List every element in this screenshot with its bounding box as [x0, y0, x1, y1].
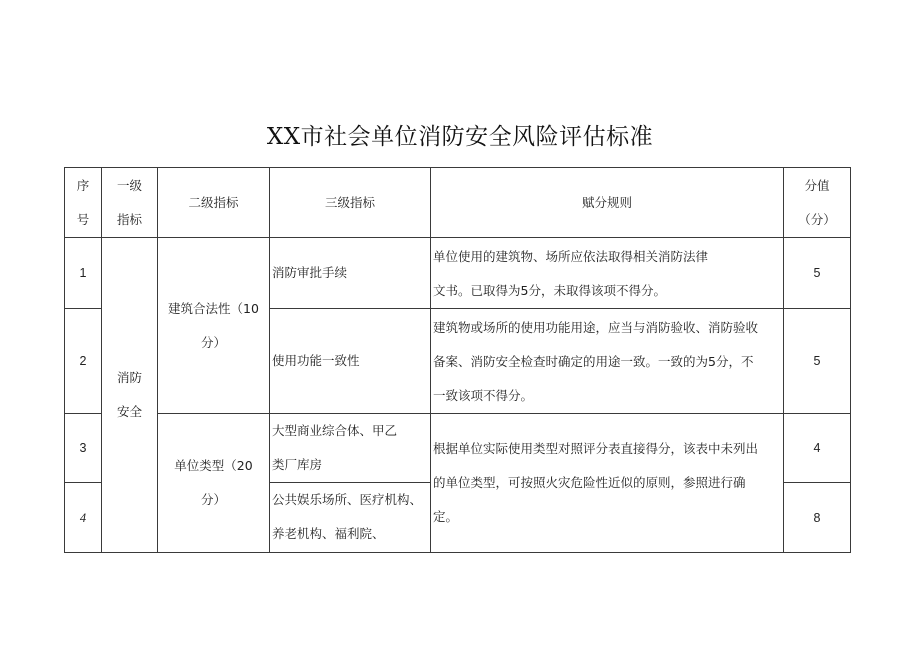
rule-cell: 建筑物或场所的使用功能用途，应当与消防验收、消防验收 备案、消防安全检查时确定的用途一致。一致的为5分，不 一致该项不得分。: [431, 309, 784, 414]
score-cell: 5: [784, 238, 851, 309]
level3-cell: 使用功能一致性: [270, 309, 431, 414]
level2-cell-type: 单位类型（20 分）: [158, 414, 270, 553]
level1-cell: 消防 安全: [102, 238, 158, 553]
level2-cell-legal: 建筑合法性（10 分）: [158, 238, 270, 414]
page-title: XX市社会单位消防安全风险评估标准: [266, 124, 654, 150]
score-cell: 5: [784, 309, 851, 414]
level3-cell: 大型商业综合体、甲乙 类厂库房: [270, 414, 431, 483]
level3-cell: 消防审批手续: [270, 238, 431, 309]
assessment-table: [64, 167, 851, 553]
row-seq: 4: [65, 483, 102, 553]
rule-cell-type: 根据单位实际使用类型对照评分表直接得分，该表中未列出 的单位类型，可按照火灾危险性近似的原则，参照进行确 定。: [431, 414, 784, 553]
row-seq: 1: [65, 238, 102, 309]
row-seq: 2: [65, 309, 102, 414]
header-level2: 二级指标: [158, 168, 270, 238]
table-row: [65, 238, 851, 309]
header-level3: 三级指标: [270, 168, 431, 238]
rule-cell: 单位使用的建筑物、场所应依法取得相关消防法律 文书。已取得为5分，未取得该项不得分。: [431, 238, 784, 309]
score-cell: 4: [784, 414, 851, 483]
table-row: [65, 414, 851, 483]
header-rule: 赋分规则: [431, 168, 784, 238]
header-seq: 序 号: [65, 168, 102, 238]
header-level1: 一级 指标: [102, 168, 158, 238]
row-seq: 3: [65, 414, 102, 483]
score-cell: 8: [784, 483, 851, 553]
header-score: 分值 （分）: [784, 168, 851, 238]
level3-cell: 公共娱乐场所、医疗机构、 养老机构、福利院、: [270, 483, 431, 553]
table-header-row: [65, 168, 851, 238]
